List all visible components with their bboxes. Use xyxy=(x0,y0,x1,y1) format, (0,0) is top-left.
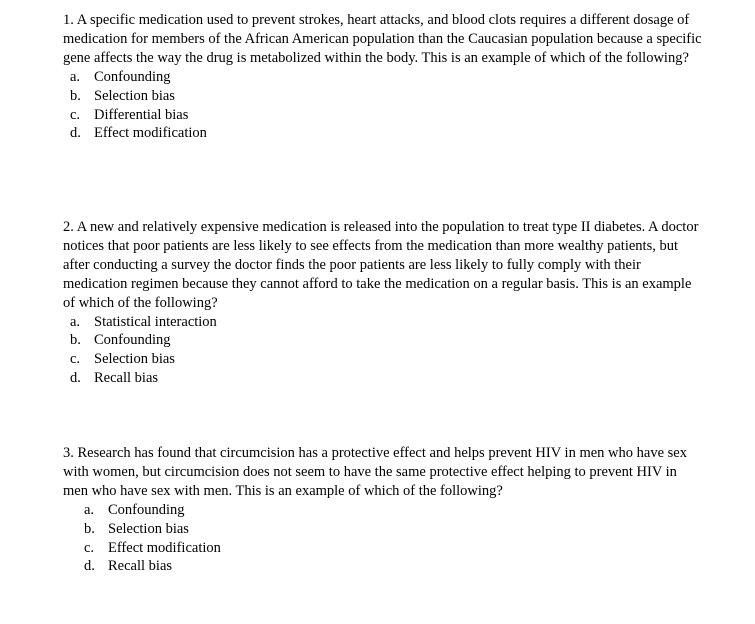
option-label: Confounding xyxy=(94,332,171,349)
option-label: Effect modification xyxy=(94,125,207,142)
question-text: 2. A new and relatively expensive medication is released into the population to treat type II diabetes. A doctor notices that poor patients are less likely to see effects from the medication than more wealthy patients, but after conducting a survey the doctor finds the poor patients are less likely to fully comply with their medication regimen because they cannot afford to take the medication on a regular basis. This is an example of which of the following? xyxy=(63,219,699,311)
option-letter: d. xyxy=(84,558,95,575)
answer-options xyxy=(84,501,703,577)
answer-options xyxy=(70,68,703,144)
answer-options xyxy=(70,313,703,389)
question-1 xyxy=(63,11,703,143)
option-letter: b. xyxy=(70,332,81,349)
option-letter: c. xyxy=(70,106,81,123)
option-label: Recall bias xyxy=(94,370,159,387)
option-label: Confounding xyxy=(94,68,171,85)
question-2 xyxy=(63,218,703,388)
option-letter: c. xyxy=(84,539,95,556)
option-label: Effect modification xyxy=(108,539,221,556)
option-letter: d. xyxy=(70,370,81,387)
question-text: 3. Research has found that circumcision has a protective effect and helps prevent HIV in men who have sex with women, but circumcision does not seem to have the same protective effect helping to prevent HIV in men who have sex with men. This is an example of which of the following? xyxy=(63,445,687,499)
option-letter: a. xyxy=(70,68,81,85)
option-letter: d. xyxy=(70,125,81,142)
question-3 xyxy=(63,444,703,576)
answer-option xyxy=(70,350,703,369)
answer-option xyxy=(70,68,703,87)
answer-option xyxy=(70,331,703,350)
answer-option xyxy=(70,369,703,388)
answer-option xyxy=(70,124,703,143)
option-label: Selection bias xyxy=(108,520,189,537)
option-letter: b. xyxy=(70,87,81,104)
answer-option xyxy=(70,87,703,106)
option-label: Recall bias xyxy=(108,558,173,575)
answer-option xyxy=(70,106,703,125)
option-label: Confounding xyxy=(108,501,185,518)
option-label: Selection bias xyxy=(94,87,175,104)
option-letter: c. xyxy=(70,351,81,368)
option-letter: b. xyxy=(84,520,95,537)
answer-option xyxy=(70,313,703,332)
option-label: Differential bias xyxy=(94,106,189,123)
option-letter: a. xyxy=(84,501,95,518)
option-label: Selection bias xyxy=(94,351,175,368)
option-label: Statistical interaction xyxy=(94,313,217,330)
option-letter: a. xyxy=(70,313,81,330)
answer-option xyxy=(84,557,703,576)
answer-option xyxy=(84,520,703,539)
answer-option xyxy=(84,501,703,520)
question-text: 1. A specific medication used to prevent strokes, heart attacks, and blood clots requires a different dosage of medication for members of the African American population than the Caucasian population because a specific gene affects the way the drug is metabolized within the body. This is an example of which of the following? xyxy=(63,12,702,66)
answer-option xyxy=(84,539,703,558)
